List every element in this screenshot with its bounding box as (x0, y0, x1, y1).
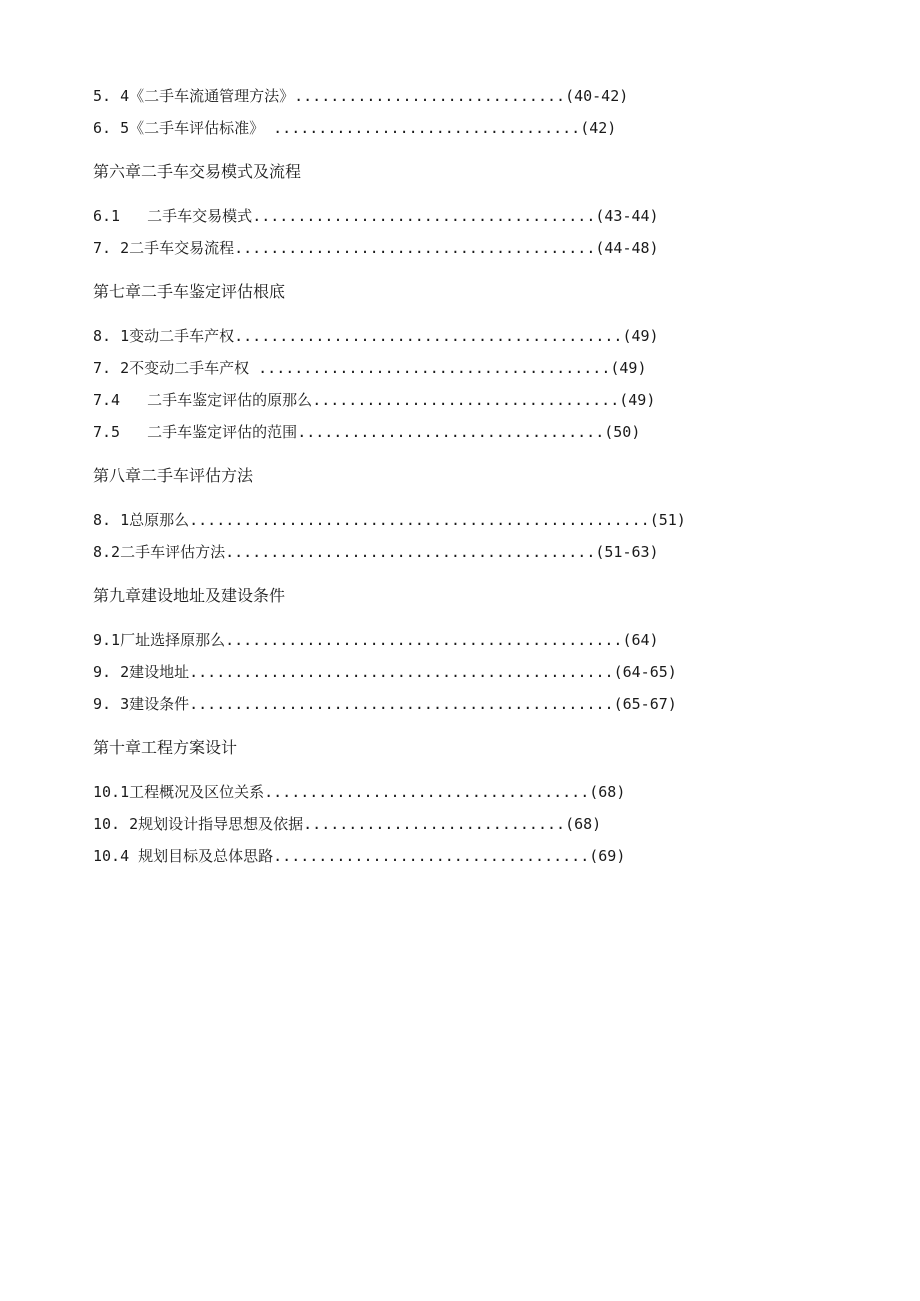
toc-chapter-heading: 第八章二手车评估方法 (93, 466, 254, 485)
toc-entry (93, 778, 733, 810)
toc-leader-dots: .............................. (294, 87, 566, 105)
toc-entry-label: 10.4 规划目标及总体思路 (93, 847, 274, 865)
toc-page-range: (64-65) (613, 663, 677, 681)
toc-leader-dots: ........................................... (234, 327, 623, 345)
toc-leader-dots: ....................................... (258, 359, 611, 377)
toc-entry-label: 9. 3建设条件 (93, 695, 190, 713)
toc-page-range: (40-42) (565, 87, 629, 105)
toc-leader-dots: ................................... (273, 847, 590, 865)
toc-page-range: (68) (589, 783, 626, 801)
toc-leader-dots: ............................................... (189, 695, 614, 713)
toc-leader-dots: ...................................... (252, 207, 596, 225)
toc-entry-label: 9. 2建设地址 (93, 663, 190, 681)
toc-leader-dots: ......................................... (225, 543, 596, 561)
toc-entry-label: 8. 1变动二手车产权 (93, 327, 235, 345)
toc-entry (93, 538, 733, 570)
toc-entry (93, 354, 733, 386)
toc-leader-dots: ............................. (303, 815, 566, 833)
toc-entry-label: 10.1工程概况及区位关系 (93, 783, 265, 801)
toc-page-range: (49) (622, 327, 659, 345)
toc-entry (93, 842, 733, 874)
toc-chapter-heading: 第九章建设地址及建设条件 (93, 586, 286, 605)
toc-page-range: (44-48) (595, 239, 659, 257)
toc-page-range: (43-44) (595, 207, 659, 225)
toc-entry (93, 234, 733, 266)
toc-entry-label: 8. 1总原那么 (93, 511, 190, 529)
toc-entry-label: 9.1厂址选择原那么 (93, 631, 226, 649)
toc-entry (93, 626, 733, 658)
toc-page-range: (42) (580, 119, 617, 137)
toc-leader-dots: .................................. (312, 391, 620, 409)
toc-chapter-heading: 第十章工程方案设计 (93, 738, 238, 757)
toc-page-range: (64) (622, 631, 659, 649)
toc-page-range: (49) (610, 359, 647, 377)
toc-leader-dots: ........................................ (234, 239, 596, 257)
toc-page-range: (51) (649, 511, 686, 529)
toc-leader-dots: .................................... (264, 783, 590, 801)
toc-page-range: (69) (589, 847, 626, 865)
toc-entry (93, 506, 733, 538)
toc-entry-label: 6. 5《二手车评估标准》 (93, 119, 274, 137)
table-of-contents (93, 82, 733, 874)
toc-page-range: (65-67) (613, 695, 677, 713)
toc-entry-label: 10. 2规划设计指导思想及依据 (93, 815, 304, 833)
toc-page-range: (51-63) (595, 543, 659, 561)
toc-leader-dots: ............................................ (225, 631, 623, 649)
toc-leader-dots: .................................. (297, 423, 605, 441)
toc-entry-label: 7.4 二手车鉴定评估的原那么 (93, 391, 313, 409)
toc-entry-label: 7. 2二手车交易流程 (93, 239, 235, 257)
toc-entry (93, 114, 733, 146)
toc-page-range: (50) (604, 423, 641, 441)
toc-page-range: (49) (619, 391, 656, 409)
toc-entry (93, 658, 733, 690)
toc-entry (93, 202, 733, 234)
toc-leader-dots: ............................................... (189, 663, 614, 681)
toc-entry (93, 418, 733, 450)
toc-chapter-heading: 第七章二手车鉴定评估根底 (93, 282, 286, 301)
toc-entry-label: 5. 4《二手车流通管理方法》 (93, 87, 295, 105)
toc-leader-dots: ................................................... (189, 511, 650, 529)
toc-entry-label: 7.5 二手车鉴定评估的范围 (93, 423, 298, 441)
toc-entry (93, 386, 733, 418)
toc-leader-dots: .................................. (273, 119, 581, 137)
toc-entry (93, 810, 733, 842)
toc-entry (93, 690, 733, 722)
toc-entry (93, 322, 733, 354)
toc-entry-label: 7. 2不变动二手车产权 (93, 359, 259, 377)
toc-entry-label: 8.2二手车评估方法 (93, 543, 226, 561)
toc-chapter-heading: 第六章二手车交易模式及流程 (93, 162, 302, 181)
toc-entry-label: 6.1 二手车交易模式 (93, 207, 253, 225)
toc-page-range: (68) (565, 815, 602, 833)
toc-entry (93, 82, 733, 114)
